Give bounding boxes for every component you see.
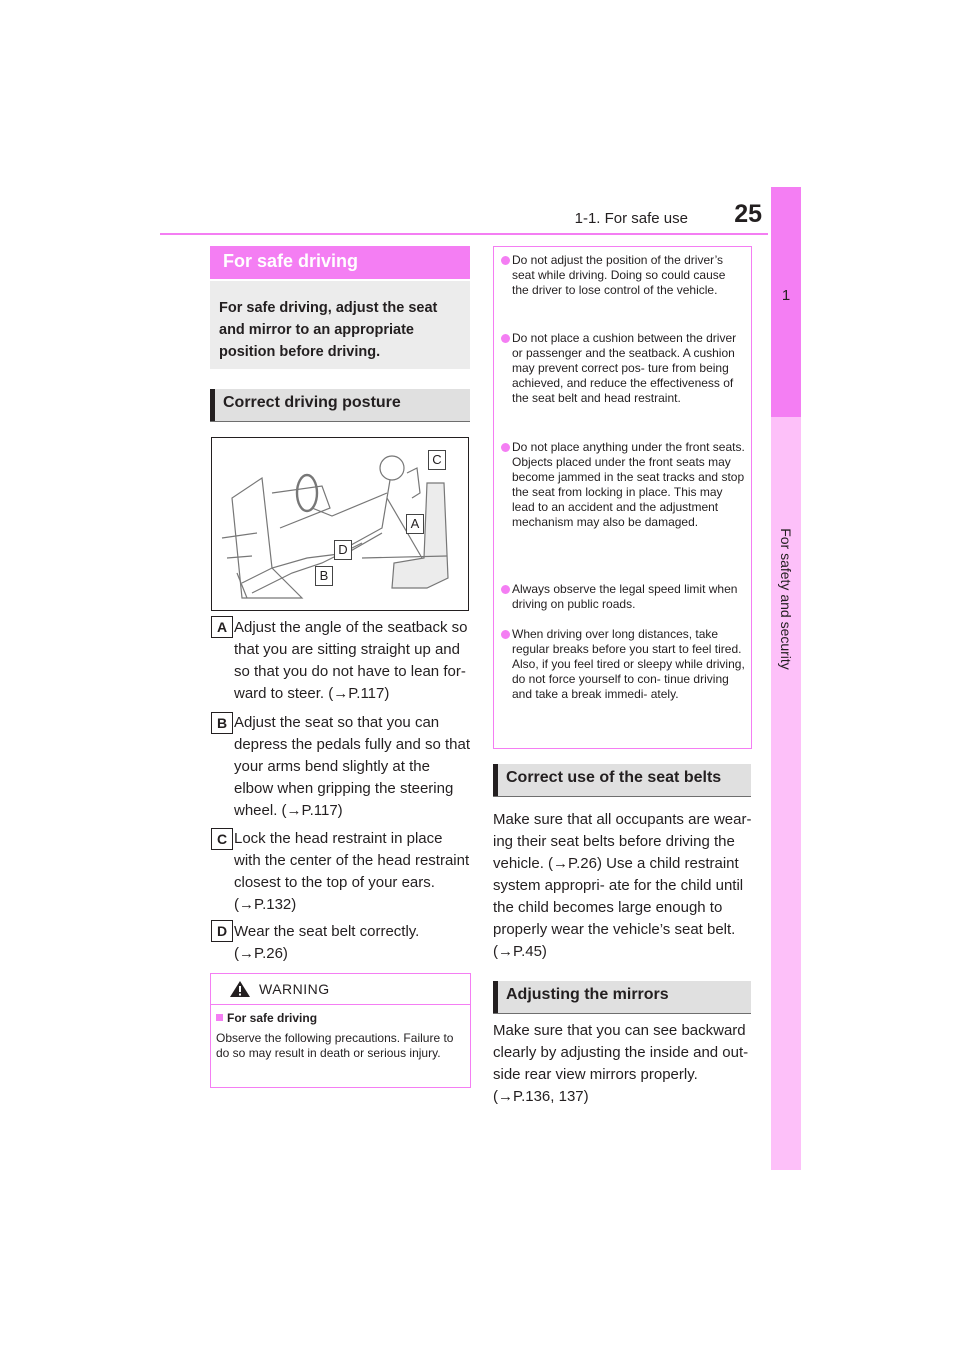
callout-c: C [428, 450, 446, 470]
bullet-item [501, 253, 745, 298]
warning-header [211, 974, 470, 1005]
item-letter-b: B [211, 712, 233, 734]
callout-b: B [315, 566, 333, 586]
item-text-a: Adjust the angle of the seatback so that you are sitting straight up and so that you do not have to lean for- ward to steer. (→P.117) [234, 619, 468, 702]
chapter-title: For safety and security [778, 528, 794, 670]
page-number: 25 [734, 200, 762, 228]
bullet-text: Do not place anything under the front seats. Objects placed under the front seats may become jammed in the seat tracks and stop the seat from locking in place. This may lead to an accident and the adjustment mechanism may also be damaged. [512, 440, 745, 529]
header-rule [160, 233, 768, 235]
item-text-b: Adjust the seat so that you can depress the pedals fully and so that your arms bend slightly at the elbow when gripping the steering wheel. (→P.117) [234, 714, 470, 819]
item-text-d: Wear the seat belt correctly. (→P.26) [234, 923, 420, 962]
item-text-c: Lock the head restraint in place with the center of the head restraint closest to the top of your ears. (→P.132) [234, 830, 470, 913]
seatbelt-text: Make sure that all occupants are wear- ing their seat belts before driving the vehicle. (→P.26) Use a child restraint system appropri- ate for the child until the child becomes large enough to properly wear the vehicle’s seat belt. (→P.45) [493, 811, 752, 960]
callout-d: D [334, 540, 352, 560]
section-title-bar [210, 246, 470, 279]
bullet-text: Do not adjust the position of the driver’s seat while driving. Doing so could cause the driver to lose control of the vehicle. [512, 253, 726, 297]
subsection-header-mirrors [493, 981, 751, 1014]
warning-triangle-icon [229, 980, 251, 998]
subsection-bar [493, 981, 498, 1013]
bullet-dot-icon [501, 443, 510, 452]
bullet-dot-icon [501, 630, 510, 639]
subsection-header-seatbelts [493, 764, 751, 797]
bullet-item [501, 331, 745, 406]
subsection-bar [210, 389, 215, 421]
subsection-bar [493, 764, 498, 796]
chapter-title-vertical [774, 524, 798, 674]
bullet-item [501, 627, 745, 702]
driving-posture-illustration [211, 437, 469, 611]
bullet-text: Always observe the legal speed limit when driving on public roads. [512, 582, 738, 611]
bullet-dot-icon [501, 334, 510, 343]
chapter-number-tab [771, 187, 801, 417]
mirrors-text: Make sure that you can see backward clearly by adjusting the inside and out- side rear view mirrors properly. (→P.136, 137) [493, 1022, 749, 1105]
intro-text: For safe driving, adjust the seat and mirror to an appropriate position before driving. [219, 300, 438, 360]
mirrors-title: Adjusting the mirrors [506, 986, 669, 1003]
bullet-item [501, 582, 745, 612]
item-letter-a: A [211, 616, 233, 638]
warning-subtitle-row [216, 1011, 317, 1025]
warning-subtitle: For safe driving [227, 1011, 318, 1025]
item-letter-d: D [211, 920, 233, 942]
intro-box [210, 281, 470, 369]
section-title: For safe driving [223, 251, 359, 271]
subsection-header-posture [210, 389, 470, 422]
bullet-text: Do not place a cushion between the driver or passenger and the seatback. A cushion may prevent correct pos- ture from being achieved, and reduce the effectiveness of the seat belt and head restraint. [512, 331, 737, 405]
subsection-title: Correct driving posture [223, 394, 401, 411]
bullet-item [501, 440, 745, 530]
running-header-section: 1-1. For safe use [574, 210, 688, 227]
bullet-dot-icon [501, 256, 510, 265]
chapter-number: 1 [781, 287, 791, 304]
seatbelt-title: Correct use of the seat belts [506, 769, 722, 786]
item-letter-c: C [211, 828, 233, 850]
bullet-text: When driving over long distances, take regular breaks before you start to feel tired. Also, if you feel tired or sleepy while driving, do not force yourself to con- tinue driving and take a break immedi- ately. [512, 627, 745, 701]
callout-a: A [406, 514, 424, 534]
warning-box [210, 973, 471, 1088]
warning-text: Observe the following precautions. Failure to do so may result in death or serious injury. [216, 1031, 454, 1060]
precautions-box [493, 246, 752, 749]
bullet-dot-icon [501, 585, 510, 594]
warning-title: WARNING [259, 981, 330, 997]
pink-square-icon [216, 1014, 223, 1021]
